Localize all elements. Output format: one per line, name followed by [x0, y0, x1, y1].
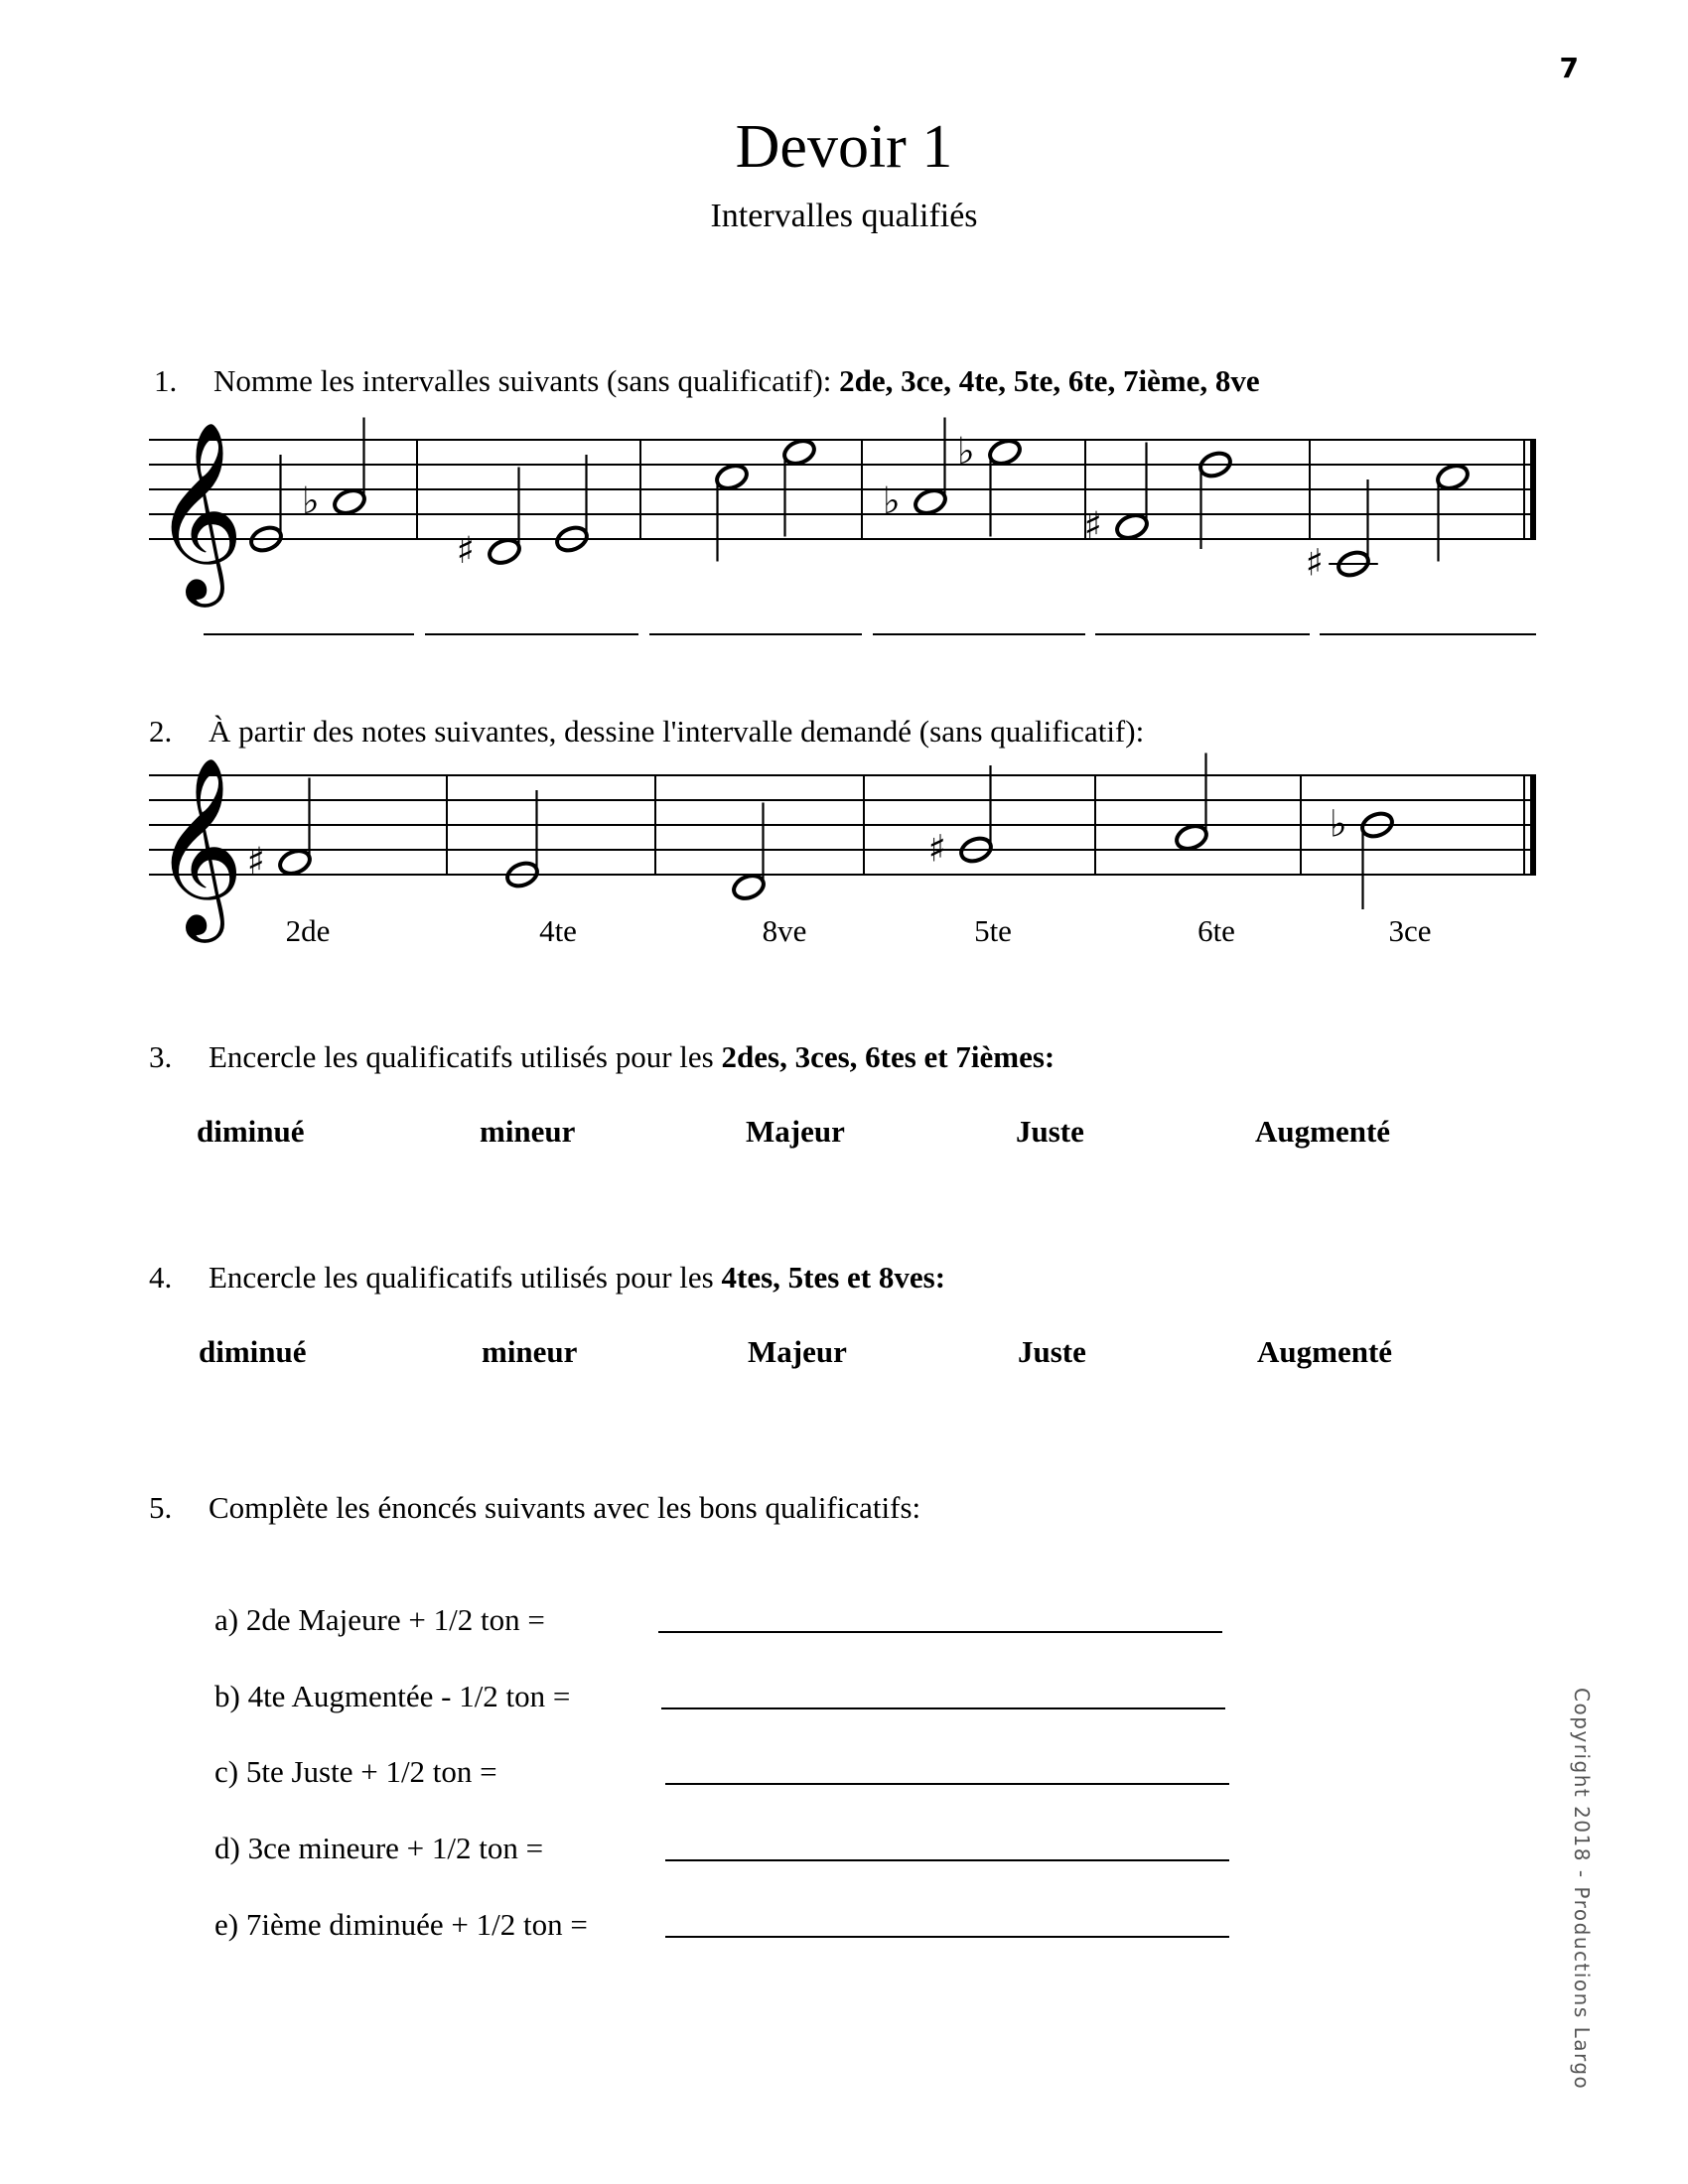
option-juste[interactable]: Juste	[1018, 1334, 1086, 1369]
page-number: 7	[1559, 52, 1579, 84]
option-majeur[interactable]: Majeur	[746, 1114, 845, 1149]
notehead	[1174, 822, 1210, 853]
question-bold-text: 2des, 3ces, 6tes et 7ièmes:	[721, 1039, 1055, 1074]
half-note	[457, 468, 523, 572]
half-note	[928, 765, 995, 870]
question-text: À partir des notes suivantes, dessine l'intervalle demandé (sans qualificatif):	[209, 714, 1145, 749]
option-juste[interactable]: Juste	[1016, 1114, 1084, 1149]
option-majeur[interactable]: Majeur	[748, 1334, 847, 1369]
half-note	[1174, 753, 1210, 854]
sharp-icon: ♯	[246, 838, 265, 883]
statement-a: a) 2de Majeure + 1/2 ton =	[214, 1602, 545, 1637]
statement-d: d) 3ce mineure + 1/2 ton =	[214, 1831, 544, 1865]
option-diminue[interactable]: diminué	[197, 1114, 305, 1149]
notehead	[332, 486, 368, 517]
page-subtitle: Intervalles qualifiés	[710, 198, 978, 234]
option-augmente[interactable]: Augmenté	[1255, 1114, 1391, 1149]
sharp-icon: ♯	[1083, 502, 1102, 547]
notehead	[714, 462, 751, 492]
treble-clef-icon: 𝄞	[153, 419, 244, 600]
question-number: 2.	[149, 714, 173, 749]
statement-b: b) 4te Augmentée - 1/2 ton =	[214, 1679, 571, 1713]
answer-line[interactable]	[204, 633, 414, 635]
notehead	[277, 847, 314, 878]
sharp-icon: ♯	[927, 826, 946, 871]
half-note	[1435, 462, 1472, 562]
question-text: Nomme les intervalles suivants (sans qualificatif):	[213, 363, 840, 398]
notehead	[487, 536, 523, 567]
notehead	[913, 486, 949, 517]
question-number: 1.	[154, 363, 178, 398]
notehead	[1114, 511, 1151, 542]
notehead	[781, 437, 818, 468]
half-note	[1330, 801, 1395, 909]
answer-line[interactable]	[665, 1859, 1229, 1861]
question-5	[149, 1489, 920, 1527]
final-barline-thick	[1530, 775, 1536, 875]
answer-line[interactable]	[665, 1936, 1229, 1938]
statement-c: c) 5te Juste + 1/2 ton =	[214, 1754, 497, 1789]
half-note	[1084, 443, 1151, 547]
question-bold-text: 2de, 3ce, 4te, 5te, 6te, 7ième, 8ve	[839, 363, 1260, 398]
question-number: 4.	[149, 1260, 173, 1295]
statement-e: e) 7ième diminuée + 1/2 ton =	[214, 1907, 588, 1942]
half-note	[302, 418, 367, 522]
half-note	[1306, 479, 1378, 584]
question-bold-text: 4tes, 5tes et 8ves:	[721, 1260, 946, 1295]
answer-line[interactable]	[1095, 633, 1310, 635]
option-mineur[interactable]: mineur	[482, 1334, 578, 1369]
question-number: 5.	[149, 1490, 173, 1525]
question-number: 3.	[149, 1039, 173, 1074]
question-text: Encercle les qualificatifs utilisés pour les	[209, 1039, 722, 1074]
answer-line[interactable]	[665, 1783, 1229, 1785]
question-4	[149, 1259, 945, 1297]
interval-label: 2de	[285, 913, 331, 948]
answer-line[interactable]	[661, 1707, 1225, 1709]
notehead	[731, 872, 768, 902]
interval-label: 8ve	[762, 913, 807, 948]
half-note	[714, 462, 751, 562]
notehead	[987, 437, 1024, 468]
half-note	[247, 778, 314, 883]
answer-line[interactable]	[425, 633, 638, 635]
half-note	[957, 429, 1023, 537]
flat-icon: ♭	[956, 428, 975, 473]
page-title: Devoir 1	[735, 113, 953, 181]
notehead	[1435, 462, 1472, 492]
interval-label: 5te	[974, 913, 1012, 948]
answer-line[interactable]	[649, 633, 862, 635]
copyright-notice: Copyright 2018 - Productions Largo	[1570, 1688, 1594, 2091]
option-augmente[interactable]: Augmenté	[1257, 1334, 1393, 1369]
interval-label: 3ce	[1388, 913, 1432, 948]
treble-clef-icon: 𝄞	[153, 754, 244, 935]
half-note	[883, 418, 948, 522]
option-mineur[interactable]: mineur	[480, 1114, 576, 1149]
sharp-icon: ♯	[1305, 540, 1324, 585]
sharp-icon: ♯	[456, 527, 475, 572]
flat-icon: ♭	[1329, 801, 1347, 846]
question-3	[149, 1038, 1055, 1076]
half-note	[781, 437, 818, 537]
final-barline-thick	[1530, 440, 1536, 539]
answer-line[interactable]	[1320, 633, 1536, 635]
option-diminue[interactable]: diminué	[199, 1334, 307, 1369]
half-note	[731, 803, 768, 903]
flat-icon: ♭	[882, 478, 901, 522]
interval-label: 6te	[1197, 913, 1235, 948]
answer-line[interactable]	[658, 1631, 1222, 1633]
question-text: Complète les énoncés suivants avec les bons qualificatifs:	[209, 1490, 921, 1525]
question-text: Encercle les qualificatifs utilisés pour les	[209, 1260, 722, 1295]
answer-line[interactable]	[873, 633, 1085, 635]
interval-label: 4te	[539, 913, 577, 948]
music-staff-1	[0, 0, 1688, 695]
flat-icon: ♭	[301, 478, 320, 522]
